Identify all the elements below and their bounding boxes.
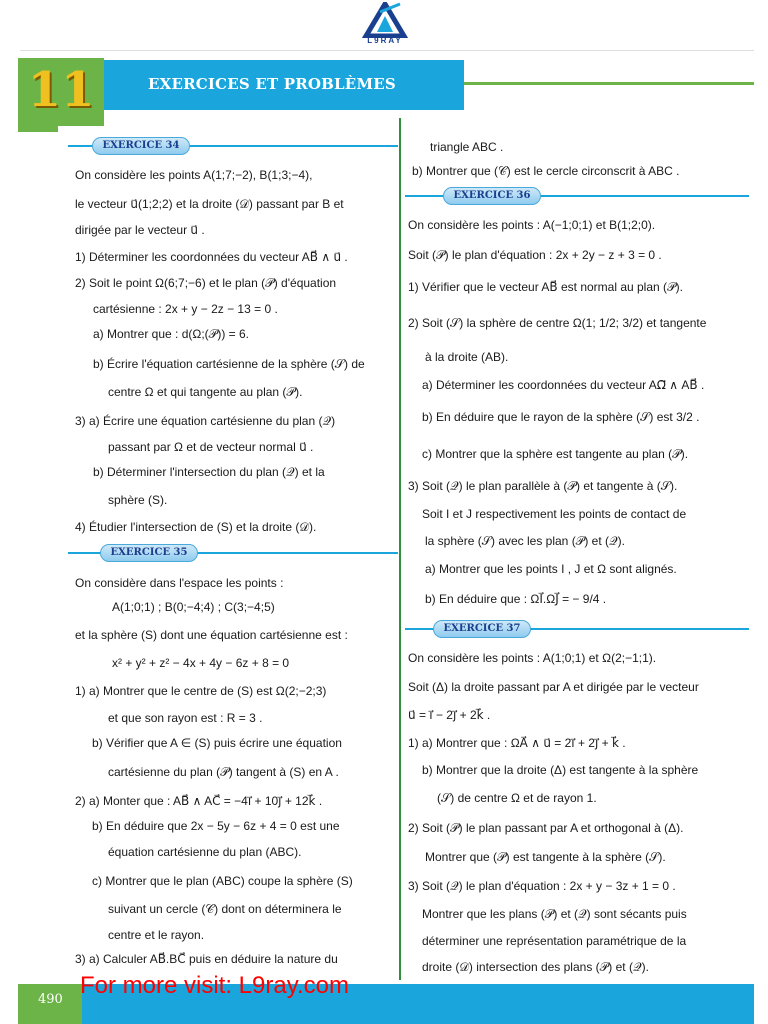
left-green-bar bbox=[18, 126, 58, 132]
ex34-line: le vecteur u⃗(1;2;2) et la droite (𝒟) passant par B et bbox=[75, 197, 344, 211]
ex35-line: On considère dans l'espace les points : bbox=[75, 576, 284, 590]
ex34-line: centre Ω et qui tangente au plan (𝒫). bbox=[108, 385, 303, 399]
ex35-line: équation cartésienne du plan (ABC). bbox=[108, 845, 302, 859]
ex34-line: On considère les points A(1;7;−2), B(1;3;−4), bbox=[75, 168, 313, 182]
chapter-number: 11 bbox=[27, 62, 95, 118]
ex37-line: Montrer que les plans (𝒫) et (𝒬) sont sécants puis bbox=[422, 907, 687, 921]
ex37-line: On considère les points : A(1;0;1) et Ω(2;−1;1). bbox=[408, 651, 657, 665]
ex34-line: passant par Ω et de vecteur normal u⃗ . bbox=[108, 440, 314, 454]
ex36-line: a) Montrer que les points I , J et Ω sont alignés. bbox=[425, 562, 677, 576]
ex37-line: Soit (Δ) la droite passant par A et dirigée par le vecteur bbox=[408, 680, 699, 694]
ex37-line: droite (𝒟) intersection des plans (𝒫) et (𝒬). bbox=[422, 960, 649, 974]
exercise-34-title: EXERCICE 34 bbox=[92, 137, 190, 155]
ex35-line: 2) a) Monter que : AB⃗ ∧ AC⃗ = −4i⃗ + 10j⃗ + 12k⃗ . bbox=[75, 794, 323, 808]
logo-triangle-icon bbox=[350, 2, 420, 38]
ex34-line: 1) Déterminer les coordonnées du vecteur AB⃗ ∧ u⃗ . bbox=[75, 250, 348, 264]
ex35-line: suivant un cercle (𝒞) dont on déterminera le bbox=[108, 902, 342, 916]
ex35-line: b) En déduire que 2x − 5y − 6z + 4 = 0 est une bbox=[92, 819, 340, 833]
ex36-line: On considère les points : A(−1;0;1) et B(1;2;0). bbox=[408, 218, 656, 232]
ex37-line: u⃗ = i⃗ − 2j⃗ + 2k⃗ . bbox=[408, 708, 491, 722]
ex35-line: et la sphère (S) dont une équation cartésienne est : bbox=[75, 628, 348, 642]
ex34-line: cartésienne : 2x + y − 2z − 13 = 0 . bbox=[93, 302, 278, 316]
header-rule bbox=[464, 82, 754, 85]
ex35-line: 1) a) Montrer que le centre de (S) est Ω(2;−2;3) bbox=[75, 684, 327, 698]
brand-logo bbox=[350, 2, 420, 46]
exercise-36-heading bbox=[405, 187, 749, 205]
top-rule bbox=[20, 50, 754, 51]
page-title: EXERCICES ET PROBLÈMES bbox=[148, 75, 396, 93]
ex36-line: à la droite (AB). bbox=[425, 350, 509, 364]
ex35-line: c) Montrer que le plan (ABC) coupe la sphère (S) bbox=[92, 874, 353, 888]
ex37-line: 3) Soit (𝒬) le plan d'équation : 2x + y − 3z + 1 = 0 . bbox=[408, 879, 676, 893]
exercise-35-title: EXERCICE 35 bbox=[100, 544, 198, 562]
ex37-line: déterminer une représentation paramétrique de la bbox=[422, 934, 687, 948]
column-divider bbox=[399, 118, 401, 980]
ex34-line: 4) Étudier l'intersection de (S) et la droite (𝒟). bbox=[75, 520, 317, 534]
ex36-line: Soit I et J respectivement les points de contact de bbox=[422, 507, 687, 521]
ex37-line: 1) a) Montrer que : ΩA⃗ ∧ u⃗ = 2i⃗ + 2j⃗ + k⃗ . bbox=[408, 736, 626, 750]
ex37-line: 2) Soit (𝒫) le plan passant par A et orthogonal à (Δ). bbox=[408, 821, 684, 835]
ex35-continued-line: b) Montrer que (𝒞) est le cercle circonscrit à ABC . bbox=[412, 164, 680, 178]
exercise-37-title: EXERCICE 37 bbox=[433, 620, 531, 638]
ex36-line: a) Déterminer les coordonnées du vecteur AΩ⃗ ∧ AB⃗ . bbox=[422, 378, 705, 392]
ex35-continued-line: triangle ABC . bbox=[430, 140, 504, 154]
exercise-37-heading bbox=[405, 620, 749, 638]
ex36-line: 2) Soit (𝒮) la sphère de centre Ω(1; 1/2; 3/2) et tangente bbox=[408, 316, 707, 330]
ex36-line: b) En déduire que le rayon de la sphère (𝒮) est 3/2 . bbox=[422, 410, 700, 424]
ex35-line: cartésienne du plan (𝒫) tangent à (S) en A . bbox=[108, 765, 339, 779]
ex36-line: 3) Soit (𝒬) le plan parallèle à (𝒫) et tangente à (𝒮). bbox=[408, 479, 678, 493]
ex34-line: sphère (S). bbox=[108, 493, 168, 507]
chapter-box bbox=[18, 58, 104, 126]
ex37-line: b) Montrer que la droite (Δ) est tangente à la sphère bbox=[422, 763, 699, 777]
ex34-line: b) Déterminer l'intersection du plan (𝒬) et la bbox=[93, 465, 325, 479]
ex37-line: Montrer que (𝒫) est tangente à la sphère (𝒮). bbox=[425, 850, 666, 864]
ex36-line: Soit (𝒫) le plan d'équation : 2x + 2y − z + 3 = 0 . bbox=[408, 248, 662, 262]
ex37-line: (𝒮) de centre Ω et de rayon 1. bbox=[437, 791, 597, 805]
ex35-line: x² + y² + z² − 4x + 4y − 6z + 8 = 0 bbox=[112, 656, 290, 670]
ex35-line: centre et le rayon. bbox=[108, 928, 205, 942]
ex34-line: 2) Soit le point Ω(6;7;−6) et le plan (𝒫) d'équation bbox=[75, 276, 337, 290]
exercise-34-heading bbox=[68, 137, 398, 155]
logo-text: L9RAY bbox=[367, 36, 403, 45]
ex34-line: dirigée par le vecteur u⃗ . bbox=[75, 223, 205, 237]
ex34-line: 3) a) Écrire une équation cartésienne du plan (𝒬) bbox=[75, 414, 336, 428]
ex36-line: b) En déduire que : ΩI⃗.ΩJ⃗ = − 9/4 . bbox=[425, 592, 607, 606]
ex35-line: b) Vérifier que A ∈ (S) puis écrire une équation bbox=[92, 736, 342, 750]
ex34-line: b) Écrire l'équation cartésienne de la sphère (𝒮) de bbox=[93, 357, 365, 371]
ex35-line: A(1;0;1) ; B(0;−4;4) ; C(3;−4;5) bbox=[112, 600, 275, 614]
exercise-36-title: EXERCICE 36 bbox=[443, 187, 541, 205]
visit-link[interactable]: For more visit: L9ray.com bbox=[80, 972, 349, 999]
page-number: 490 bbox=[38, 992, 63, 1007]
ex35-line: et que son rayon est : R = 3 . bbox=[108, 711, 263, 725]
exercise-35-heading bbox=[68, 544, 398, 562]
ex36-line: la sphère (𝒮) avec les plan (𝒫) et (𝒬). bbox=[425, 534, 625, 548]
ex34-line: a) Montrer que : d(Ω;(𝒫)) = 6. bbox=[93, 327, 250, 341]
ex35-line: 3) a) Calculer AB⃗.BC⃗ puis en déduire la nature du bbox=[75, 952, 338, 966]
ex36-line: 1) Vérifier que le vecteur AB⃗ est normal au plan (𝒫). bbox=[408, 280, 684, 294]
ex36-line: c) Montrer que la sphère est tangente au plan (𝒫). bbox=[422, 447, 689, 461]
